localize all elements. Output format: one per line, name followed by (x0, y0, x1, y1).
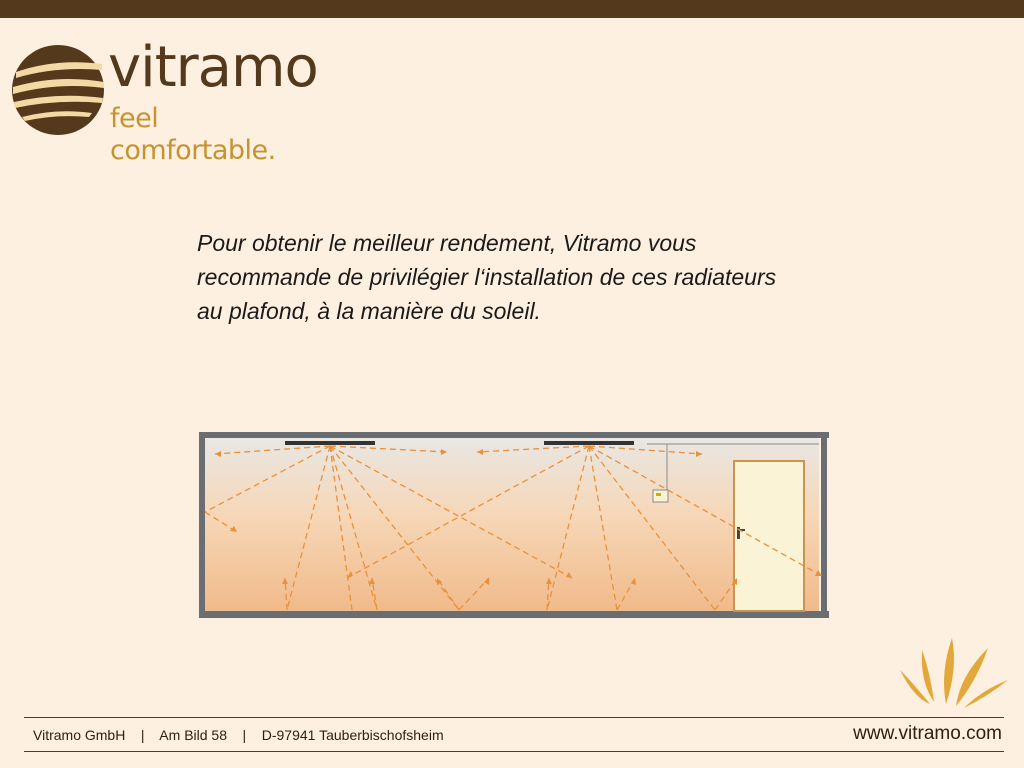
ceiling-radiator-right (544, 441, 634, 445)
logo-emblem-icon (10, 42, 106, 138)
decorative-leaf-icon (890, 632, 1014, 712)
footer-address: Vitramo GmbH | Am Bild 58 | D-97941 Tauberbischofsheim (33, 727, 444, 743)
footer-divider-bottom (24, 751, 1004, 752)
footer-divider-top (24, 717, 1004, 718)
footer-website-link[interactable]: www.vitramo.com (853, 723, 1002, 744)
brand-name: vitramo (108, 35, 318, 100)
ceiling-radiator-left (285, 441, 375, 445)
top-bar (0, 0, 1024, 18)
ceiling-heating-diagram (197, 430, 829, 620)
brand-tagline: feel comfortable. (110, 103, 276, 166)
vitramo-logo (10, 35, 330, 166)
door (734, 461, 804, 611)
body-text: Pour obtenir le meilleur rendement, Vitramo vous recommande de privilégier l‘installation de ces radiateurs au plafond, à la manière du soleil. (197, 230, 777, 324)
